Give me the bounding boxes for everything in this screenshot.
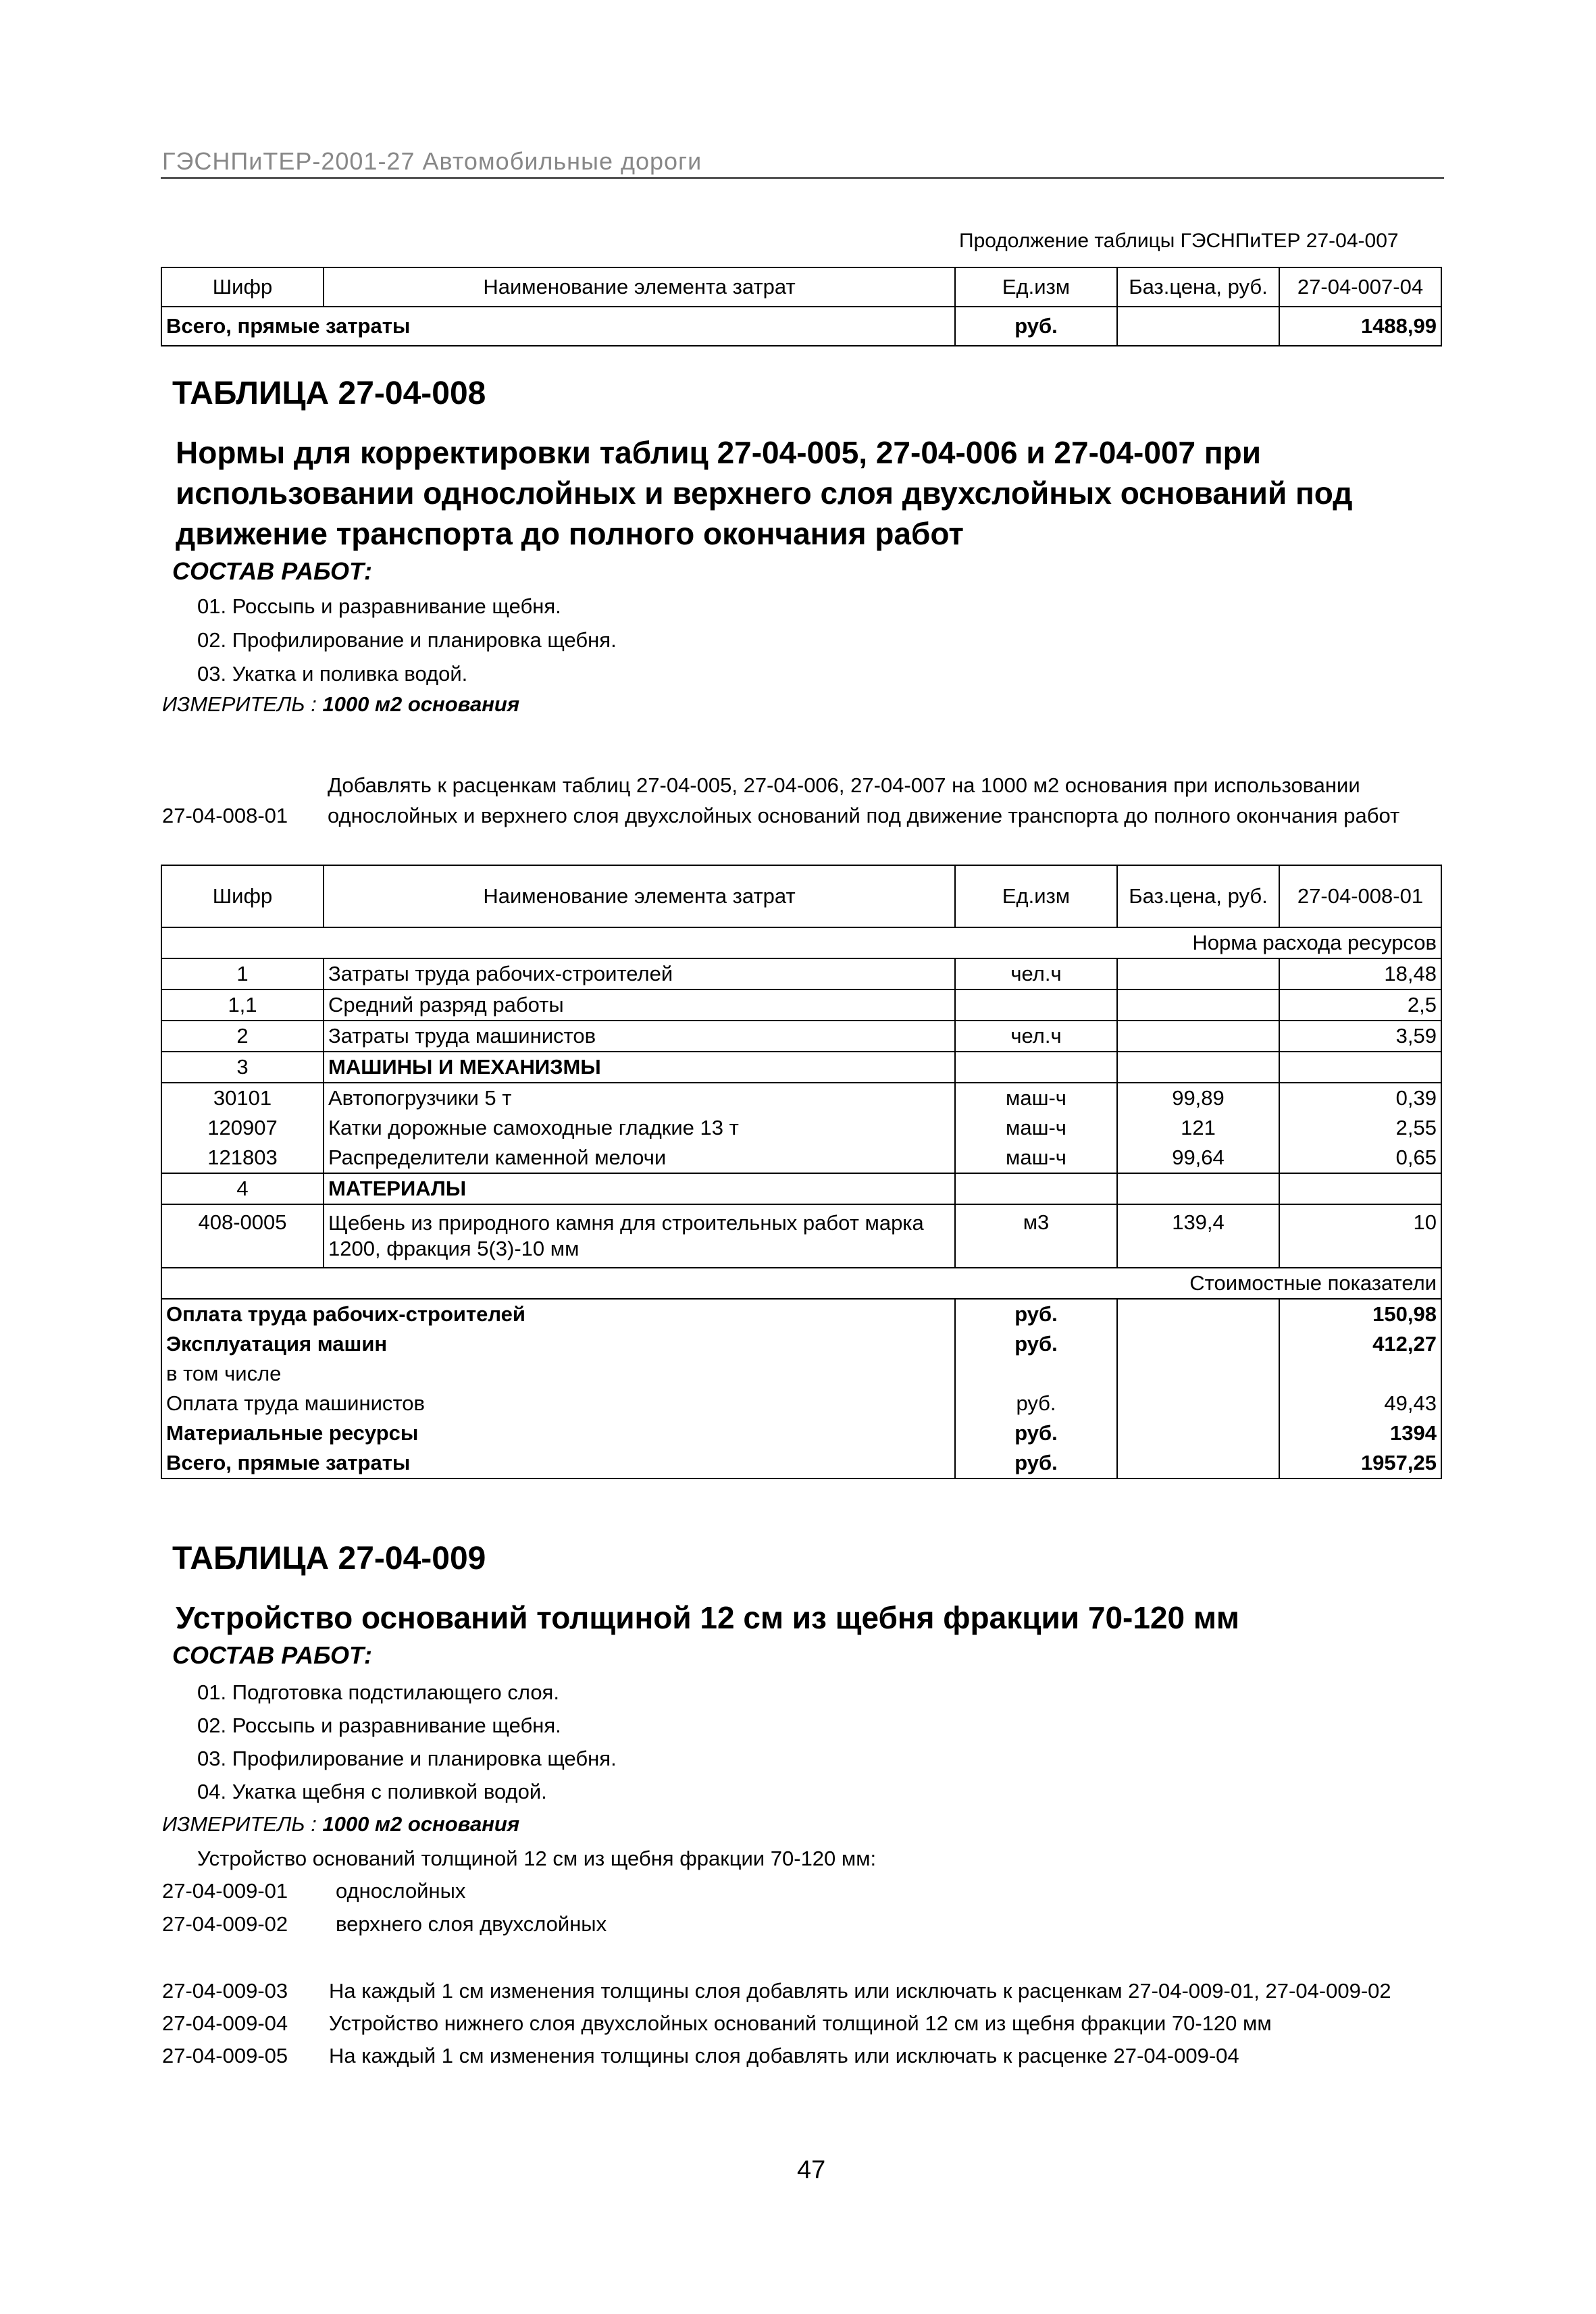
table-row — [161, 307, 1441, 346]
row-code: 120907 — [161, 1113, 324, 1143]
summary-row — [161, 1359, 1441, 1389]
summary-unit: руб. — [955, 1329, 1117, 1359]
row-price: 99,89 — [1117, 1083, 1279, 1113]
row-value: 3,59 — [1279, 1021, 1441, 1052]
code-description: Устройство нижнего слоя двухслойных оснований толщиной 12 см из щебня фракции 70-120 мм — [329, 2011, 1272, 2035]
summary-unit: руб. — [955, 1389, 1117, 1418]
total-value-cell: 1488,99 — [1279, 307, 1441, 346]
summary-unit: руб. — [955, 1299, 1117, 1329]
summary-value: 1394 — [1279, 1418, 1441, 1448]
summary-name: Оплата труда машинистов — [161, 1389, 955, 1418]
row-code: 2 — [161, 1021, 324, 1052]
measure-value: 1000 м2 основания — [322, 692, 520, 716]
row-value: 2,55 — [1279, 1113, 1441, 1143]
table-009-sostav-label: СОСТАВ РАБОТ: — [172, 1641, 372, 1669]
measure-prefix: ИЗМЕРИТЕЛЬ : — [162, 1812, 317, 1836]
table-008-name: Нормы для корректировки таблиц 27-04-005, 27-04-006 и 27-04-007 при использовании однослойных и верхнего слоя двухслойных оснований под движение транспорта до полного окончания работ — [176, 435, 1353, 551]
continuation-table — [161, 267, 1442, 346]
row-price — [1117, 1052, 1279, 1083]
table-008-resources — [161, 865, 1442, 1479]
page-number: 47 — [797, 2156, 826, 2184]
table-row — [161, 1143, 1441, 1173]
measure-value: 1000 м2 основания — [322, 1812, 520, 1836]
summary-row — [161, 1329, 1441, 1359]
row-code: 1 — [161, 958, 324, 989]
header-cell: Шифр — [161, 865, 324, 927]
header-cell: 27-04-007-04 — [1279, 267, 1441, 307]
row-unit — [955, 1173, 1117, 1204]
row-unit: чел.ч — [955, 958, 1117, 989]
row-price — [1117, 1021, 1279, 1052]
summary-name: в том числе — [161, 1359, 955, 1389]
row-unit — [955, 989, 1117, 1021]
summary-name: Эксплуатация машин — [161, 1329, 955, 1359]
code-label: 27-04-009-01 — [162, 1879, 288, 1903]
summary-price — [1117, 1448, 1279, 1479]
norm-label: Норма расхода ресурсов — [161, 927, 1441, 958]
total-unit-cell: руб. — [955, 307, 1117, 346]
row-unit: маш-ч — [955, 1083, 1117, 1113]
row-name: Распределители каменной мелочи — [324, 1143, 955, 1173]
row-name: МАТЕРИАЛЫ — [324, 1173, 955, 1204]
code-label: 27-04-009-04 — [162, 2011, 288, 2035]
summary-value: 150,98 — [1279, 1299, 1441, 1329]
table-row — [161, 1113, 1441, 1143]
table-header-row — [161, 865, 1441, 927]
header-cell: Баз.цена, руб. — [1117, 865, 1279, 927]
row-name: Катки дорожные самоходные гладкие 13 т — [324, 1113, 955, 1143]
header-cell: Ед.изм — [955, 267, 1117, 307]
summary-unit: руб. — [955, 1448, 1117, 1479]
header-rule — [161, 177, 1444, 179]
running-header: ГЭСНПиТЕР-2001-27 Автомобильные дороги — [162, 147, 702, 175]
row-value — [1279, 1052, 1441, 1083]
row-value: 0,65 — [1279, 1143, 1441, 1173]
row-price: 99,64 — [1117, 1143, 1279, 1173]
summary-price — [1117, 1299, 1279, 1329]
summary-name: Материальные ресурсы — [161, 1418, 955, 1448]
total-name-cell: Всего, прямые затраты — [161, 307, 955, 346]
row-name: Средний разряд работы — [324, 989, 955, 1021]
row-code: 121803 — [161, 1143, 324, 1173]
summary-value: 1957,25 — [1279, 1448, 1441, 1479]
summary-name: Оплата труда рабочих-строителей — [161, 1299, 955, 1329]
row-value: 10 — [1279, 1204, 1441, 1268]
table-row — [161, 989, 1441, 1021]
work-item: 03. Профилирование и планировка щебня. — [197, 1747, 617, 1770]
work-item: 02. Россыпь и разравнивание щебня. — [197, 1714, 561, 1737]
work-item: 04. Укатка щебня с поливкой водой. — [197, 1780, 547, 1803]
row-code: 30101 — [161, 1083, 324, 1113]
code-label: 27-04-008-01 — [162, 804, 288, 827]
row-price — [1117, 958, 1279, 989]
table-008-title: ТАБЛИЦА 27-04-008 — [172, 376, 486, 411]
row-code: 3 — [161, 1052, 324, 1083]
cost-label: Стоимостные показатели — [161, 1268, 1441, 1299]
summary-price — [1117, 1359, 1279, 1389]
summary-price — [1117, 1329, 1279, 1359]
code-label: 27-04-009-03 — [162, 1979, 288, 2003]
row-code: 408-0005 — [161, 1204, 324, 1268]
code-description: однослойных — [336, 1879, 466, 1903]
table-row — [161, 1173, 1441, 1204]
row-value: 18,48 — [1279, 958, 1441, 989]
row-price — [1117, 1173, 1279, 1204]
table-header-row — [161, 267, 1441, 307]
summary-price — [1117, 1389, 1279, 1418]
row-unit: м3 — [955, 1204, 1117, 1268]
cost-label-row — [161, 1268, 1441, 1299]
row-value — [1279, 1173, 1441, 1204]
row-code: 1,1 — [161, 989, 324, 1021]
summary-row — [161, 1448, 1441, 1479]
work-item: 01. Россыпь и разравнивание щебня. — [197, 594, 561, 618]
table-009-name: Устройство оснований толщиной 12 см из щебня фракции 70-120 мм — [176, 1600, 1239, 1635]
table-008-measure — [162, 692, 519, 717]
summary-name: Всего, прямые затраты — [161, 1448, 955, 1479]
summary-row — [161, 1389, 1441, 1418]
summary-value — [1279, 1359, 1441, 1389]
table-row — [161, 1083, 1441, 1113]
table-row — [161, 1204, 1441, 1268]
header-cell: 27-04-008-01 — [1279, 865, 1441, 927]
row-value: 0,39 — [1279, 1083, 1441, 1113]
row-price: 121 — [1117, 1113, 1279, 1143]
row-code: 4 — [161, 1173, 324, 1204]
table-row — [161, 1021, 1441, 1052]
work-item: 01. Подготовка подстилающего слоя. — [197, 1680, 559, 1704]
table-row — [161, 958, 1441, 989]
row-name: Автопогрузчики 5 т — [324, 1083, 955, 1113]
row-name: Затраты труда машинистов — [324, 1021, 955, 1052]
row-unit: чел.ч — [955, 1021, 1117, 1052]
code-description: На каждый 1 см изменения толщины слоя добавлять или исключать к расценке 27-04-009-04 — [329, 2044, 1239, 2067]
code-description-line: Добавлять к расценкам таблиц 27-04-005, 27-04-006, 27-04-007 на 1000 м2 основания при использовании — [328, 773, 1360, 797]
summary-value: 49,43 — [1279, 1389, 1441, 1418]
row-name: Щебень из природного камня для строительных работ марка 1200, фракция 5(3)-10 мм — [324, 1204, 955, 1268]
code-description: На каждый 1 см изменения толщины слоя добавлять или исключать к расценкам 27-04-009-01, 27-04-009-02 — [329, 1979, 1391, 2003]
row-unit: маш-ч — [955, 1143, 1117, 1173]
row-price: 139,4 — [1117, 1204, 1279, 1268]
header-cell: Наименование элемента затрат — [324, 865, 955, 927]
norm-label-row — [161, 927, 1441, 958]
total-price-cell — [1117, 307, 1279, 346]
row-value: 2,5 — [1279, 989, 1441, 1021]
work-item: 03. Укатка и поливка водой. — [197, 662, 468, 686]
summary-unit — [955, 1359, 1117, 1389]
work-item: 02. Профилирование и планировка щебня. — [197, 628, 617, 652]
header-cell: Шифр — [161, 267, 324, 307]
row-price — [1117, 989, 1279, 1021]
summary-price — [1117, 1418, 1279, 1448]
header-cell: Баз.цена, руб. — [1117, 267, 1279, 307]
header-cell: Ед.изм — [955, 865, 1117, 927]
row-name: МАШИНЫ И МЕХАНИЗМЫ — [324, 1052, 955, 1083]
continuation-label: Продолжение таблицы ГЭСНПиТЕР 27-04-007 — [959, 230, 1399, 252]
row-unit — [955, 1052, 1117, 1083]
table-008-sostav-label: СОСТАВ РАБОТ: — [172, 557, 372, 585]
summary-value: 412,27 — [1279, 1329, 1441, 1359]
summary-unit: руб. — [955, 1418, 1117, 1448]
table-009-title: ТАБЛИЦА 27-04-009 — [172, 1541, 486, 1576]
header-cell: Наименование элемента затрат — [324, 267, 955, 307]
summary-row — [161, 1299, 1441, 1329]
code-description: верхнего слоя двухслойных — [336, 1912, 607, 1936]
table-009-intro: Устройство оснований толщиной 12 см из щебня фракции 70-120 мм: — [197, 1847, 877, 1870]
code-label: 27-04-009-05 — [162, 2044, 288, 2067]
code-label: 27-04-009-02 — [162, 1912, 288, 1936]
table-009-measure — [162, 1812, 519, 1836]
row-name: Затраты труда рабочих-строителей — [324, 958, 955, 989]
summary-row — [161, 1418, 1441, 1448]
measure-prefix: ИЗМЕРИТЕЛЬ : — [162, 692, 317, 716]
row-unit: маш-ч — [955, 1113, 1117, 1143]
table-row — [161, 1052, 1441, 1083]
code-description-line: однослойных и верхнего слоя двухслойных оснований под движение транспорта до полного окончания работ — [328, 804, 1400, 827]
